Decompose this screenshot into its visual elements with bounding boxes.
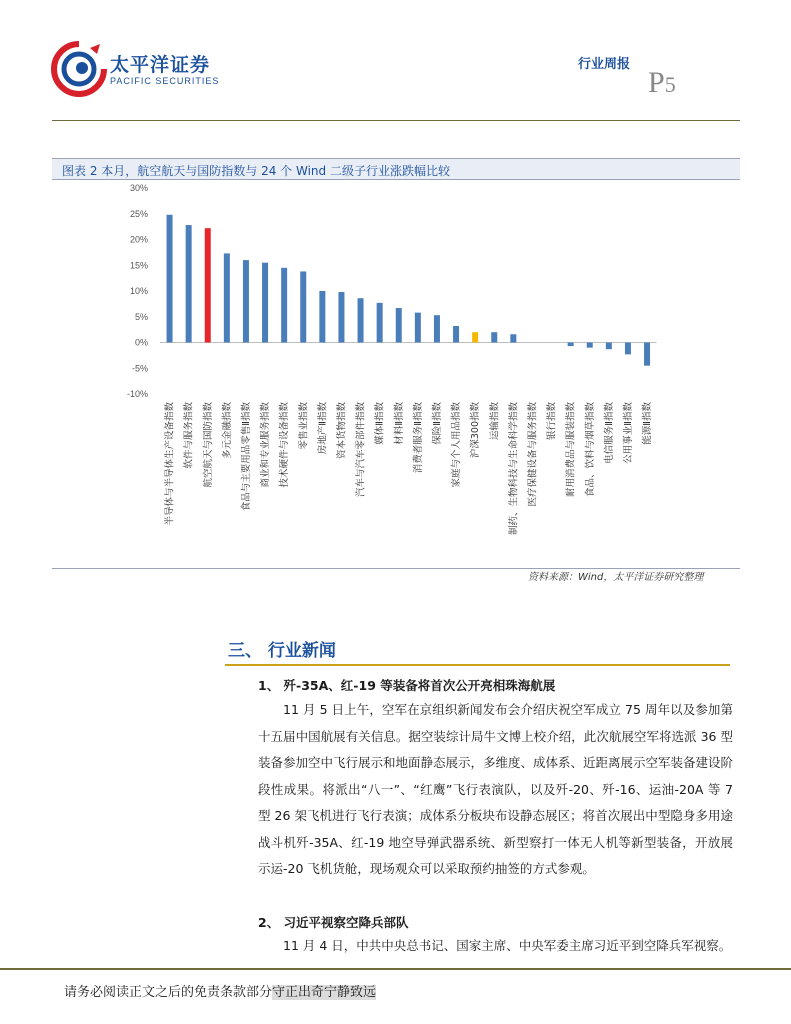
company-name-en: PACIFIC SECURITIES [110, 76, 220, 86]
x-tick-label: 航空航天与国防指数 [202, 402, 214, 488]
bar [606, 343, 612, 350]
bar [205, 228, 211, 342]
bar [262, 263, 268, 343]
x-tick-label: 保险Ⅱ指数 [431, 402, 443, 445]
x-tick-label: 资本货物指数 [336, 402, 348, 460]
figure-title: 图表 2 本月，航空航天与国防指数与 24 个 Wind 二级子行业涨跌幅比较 [62, 164, 450, 178]
bar [319, 291, 325, 343]
bar [568, 343, 574, 347]
x-tick-label: 电信服务Ⅱ指数 [603, 402, 615, 464]
bar-chart [52, 180, 740, 566]
x-tick-label: 多元金融指数 [221, 402, 233, 460]
section-divider [225, 664, 730, 666]
x-tick-label: 运输指数 [489, 402, 501, 441]
y-tick-label: 15% [129, 260, 148, 271]
pacific-logo-icon [50, 40, 108, 98]
page-number [648, 66, 676, 100]
y-tick-label: 25% [129, 208, 148, 219]
x-tick-label: 食品与主要用品零售Ⅱ指数 [240, 402, 252, 512]
x-tick-label: 技术硬件与设备指数 [279, 402, 291, 488]
bar [472, 332, 478, 342]
x-tick-label: 家庭与个人用品指数 [451, 402, 463, 488]
bar [434, 315, 440, 342]
x-tick-label: 医疗保健设备与服务指数 [527, 402, 539, 507]
bar [491, 332, 497, 342]
bar [625, 343, 631, 355]
bar [587, 343, 593, 348]
y-tick-label: 30% [129, 183, 148, 193]
bar [224, 253, 230, 342]
x-tick-label: 汽车与汽车零部件指数 [355, 402, 367, 498]
x-tick-label: 房地产Ⅱ指数 [317, 402, 329, 455]
bar [415, 313, 421, 343]
x-tick-label: 零售业指数 [298, 402, 310, 450]
x-tick-label: 沪深300指数 [470, 402, 482, 459]
y-tick-label: 0% [134, 337, 148, 348]
x-tick-label: 食品、饮料与烟草指数 [584, 402, 596, 498]
figure-title-bar [52, 158, 740, 180]
bar [358, 298, 364, 342]
company-logo [50, 40, 250, 104]
x-tick-label: 银行指数 [546, 402, 558, 441]
x-tick-label: 公用事业Ⅱ指数 [622, 402, 634, 464]
company-name-cn: 太平洋证券 [110, 54, 211, 76]
figure [52, 158, 740, 569]
x-tick-label: 耐用消费品与服装指数 [565, 402, 577, 498]
bar [167, 215, 173, 343]
y-tick-label: 10% [129, 286, 148, 296]
news-body-2: 11 月 4 日，中共中央总书记、国家主席、中央军委主席习近平到空降兵军视察。 [283, 938, 732, 953]
x-tick-label: 媒体Ⅱ指数 [374, 402, 386, 445]
bar [644, 343, 650, 366]
x-tick-label: 消费者服务Ⅱ指数 [412, 402, 424, 474]
footer [64, 981, 376, 1000]
x-tick-label: 半导体与半导体生产设备指数 [164, 402, 176, 526]
footer-motto: 守正出奇宁静致远 [272, 985, 377, 1000]
news-body-1: 11 月 5 日上午，空军在京组织新闻发布会介绍庆祝空军成立 75 周年以及参加第十五届中国航展有关信息。据空装综计局牛文博上校介绍，此次航展空军将选派 36 型装备参加空中飞行展示和地面静态展示，多维度、成体系、近距离展示空军装备建设阶段性成果。将派出“八一”、“红鹰”飞行表演队，以及歼-20、歼-16、运油-20A 等 7 型 26 架飞机进行飞行表演；成体系分板块布设静态展区；将首次展出中型隐身多用途战斗机歼-35A、红-19 地空导弹武器系统、新型察打一体无人机等新型装备，开放展示运-20 飞机货舱，现场观众可以采取预约抽签的方式参观。 [258, 702, 734, 876]
x-tick-label: 商业和专业服务指数 [260, 402, 272, 488]
bar [396, 308, 402, 343]
bar [300, 271, 306, 342]
x-tick-label: 能源Ⅱ指数 [642, 402, 654, 445]
bar [377, 303, 383, 343]
report-type: 行业周报 [578, 57, 631, 72]
section-title: 三、 行业新闻 [228, 641, 336, 661]
bar [338, 292, 344, 342]
y-tick-label: -5% [131, 363, 148, 374]
figure-source: 资料来源：Wind，太平洋证券研究整理 [528, 572, 704, 583]
bar [243, 260, 249, 342]
page-letter: P [648, 66, 665, 99]
bar [281, 268, 287, 343]
y-tick-label: -10% [126, 389, 148, 399]
header-divider [52, 120, 740, 121]
news-heading-2: 2、 习近平视察空降兵部队 [258, 915, 409, 930]
footer-divider [0, 968, 791, 970]
bar [186, 225, 192, 342]
bar [510, 334, 516, 342]
news-heading-1: 1、 歼-35A、红-19 等装备将首次公开亮相珠海航展 [258, 678, 556, 693]
x-tick-label: 制药、生物科技与生命科学指数 [508, 401, 520, 536]
x-tick-label: 软件与服务指数 [183, 402, 195, 469]
y-tick-label: 5% [134, 311, 148, 322]
page-digit: 5 [664, 72, 676, 97]
footer-disclaimer: 请务必阅读正文之后的免责条款部分 [64, 985, 273, 1000]
y-tick-label: 20% [129, 234, 148, 245]
x-tick-label: 材料Ⅱ指数 [393, 402, 405, 445]
bar [453, 326, 459, 342]
